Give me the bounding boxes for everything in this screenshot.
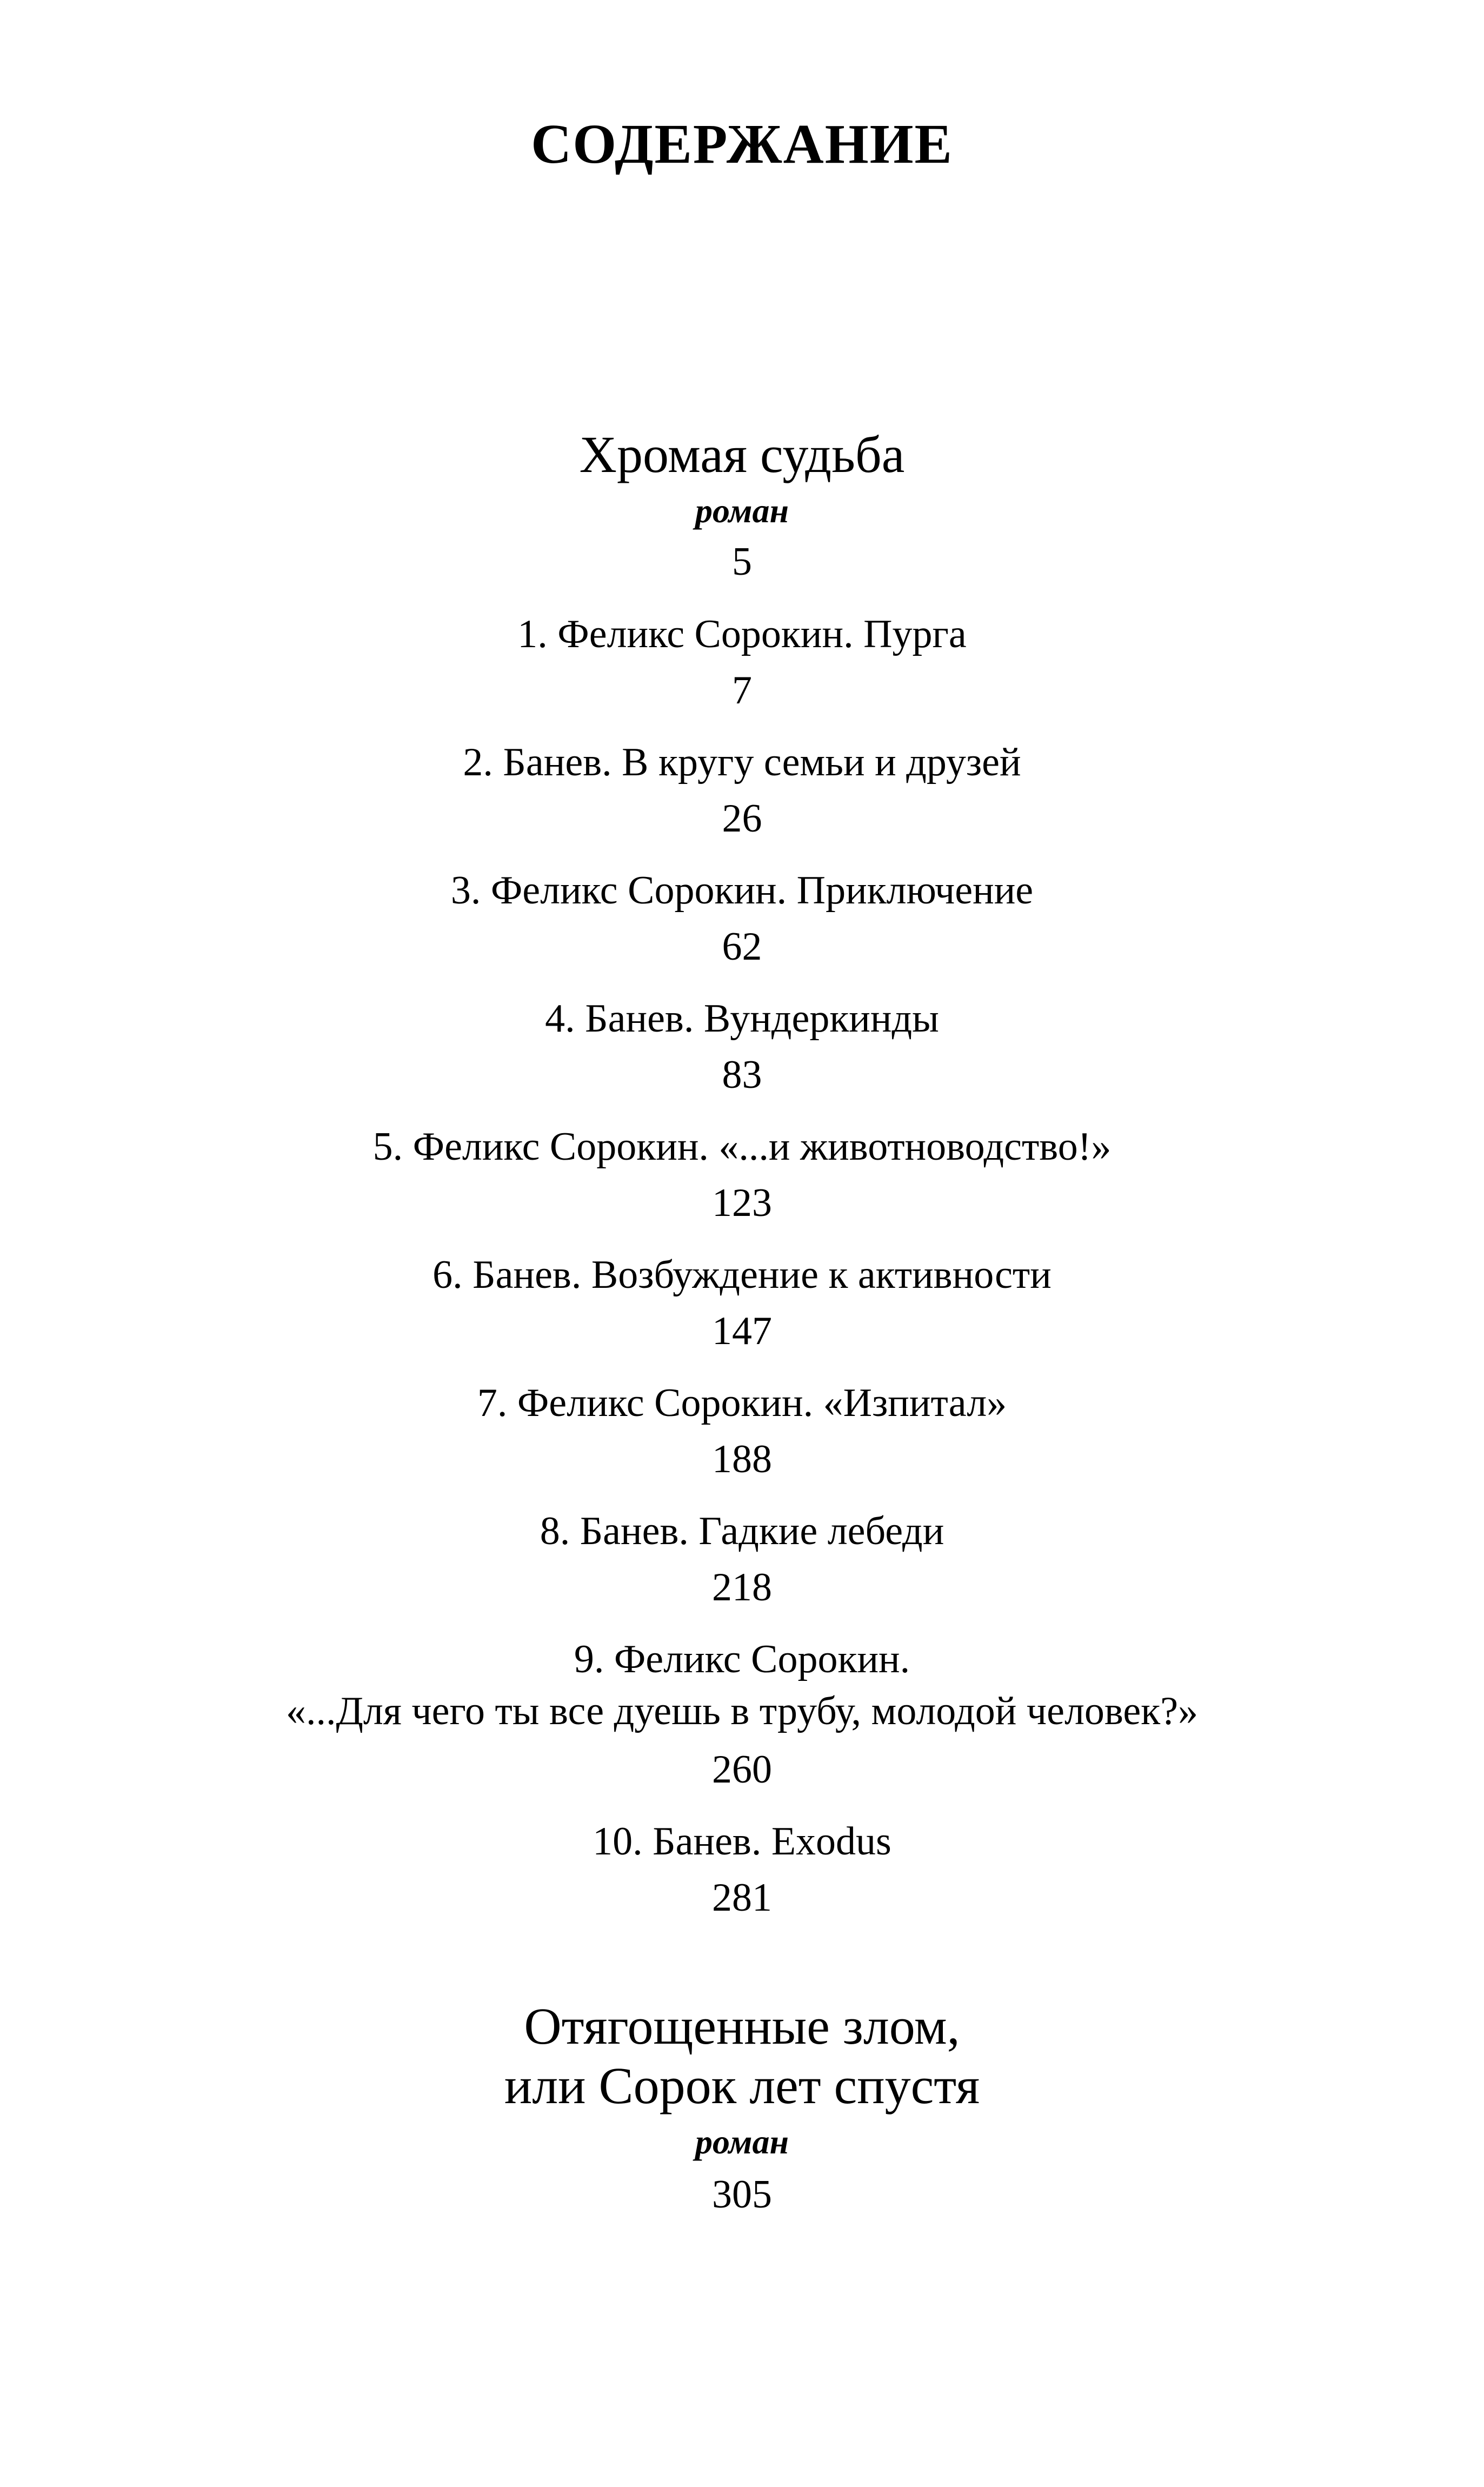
chapter-title: 5. Феликс Сорокин. «...и животноводство!» — [372, 1125, 1112, 1169]
chapter-page-number: 26 — [722, 796, 762, 841]
chapter-page-number: 281 — [712, 1876, 772, 1920]
chapter-title: 10. Банев. Exodus — [593, 1819, 891, 1864]
chapter-page-number: 123 — [712, 1181, 772, 1225]
chapter-title: 1. Феликс Сорокин. Пурга — [517, 612, 967, 656]
work-page-number: 5 — [732, 540, 752, 584]
work-title-continued: или Сорок лет спустя — [504, 2057, 980, 2114]
chapter-title: 6. Банев. Возбуждение к активности — [432, 1253, 1052, 1297]
chapter-page-number: 147 — [712, 1309, 772, 1353]
work-title: Хромая судьба — [579, 425, 905, 483]
chapter-title: 7. Феликс Сорокин. «Изпитал» — [477, 1381, 1007, 1425]
chapter-title: 8. Банев. Гадкие лебеди — [540, 1509, 944, 1553]
chapter-title: 9. Феликс Сорокин. — [574, 1637, 910, 1681]
chapter-title-continued: «...Для чего ты все дуешь в трубу, молодой человек?» — [285, 1689, 1199, 1733]
work-page-number: 305 — [712, 2172, 772, 2217]
chapter-page-number: 83 — [722, 1053, 762, 1097]
chapter-page-number: 218 — [712, 1565, 772, 1610]
chapter-title: 2. Банев. В кругу семьи и друзей — [463, 740, 1021, 784]
work-genre: роман — [695, 491, 789, 530]
work-genre: роман — [695, 2123, 789, 2161]
page-title: СОДЕРЖАНИЕ — [531, 113, 953, 175]
work-title: Отягощенные злом, — [524, 1997, 960, 2055]
chapter-page-number: 260 — [712, 1747, 772, 1792]
chapter-page-number: 62 — [722, 925, 762, 969]
chapter-page-number: 7 — [732, 668, 752, 713]
chapter-title: 4. Банев. Вундеркинды — [545, 996, 939, 1041]
chapter-page-number: 188 — [712, 1437, 772, 1481]
chapter-title: 3. Феликс Сорокин. Приключение — [450, 868, 1034, 913]
